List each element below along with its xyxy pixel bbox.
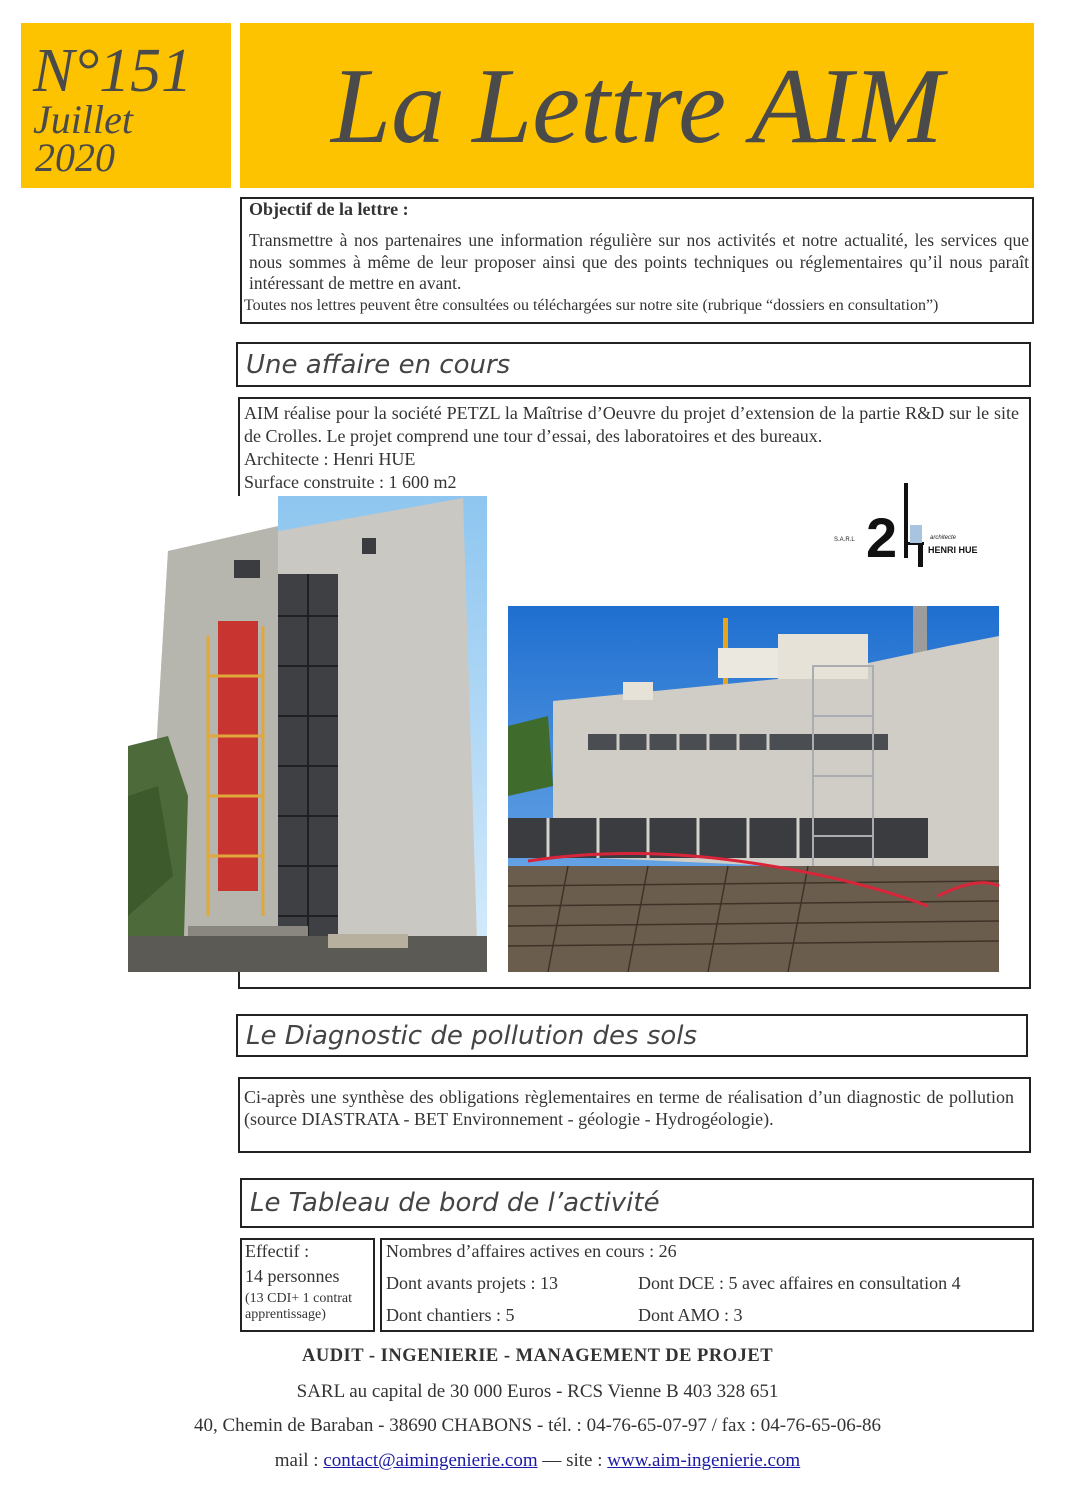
stat-amo: Dont AMO : 3 [638,1305,743,1325]
objective-note: Toutes nos lettres peuvent être consultées ou téléchargées sur notre site (rubrique “dossiers en consultation”) [244,297,939,314]
logo-left-text: S.A.R.L [834,537,855,543]
affaire-text: AIM réalise pour la société PETZL la Maîtrise d’Oeuvre du projet d’extension de la partie R&D sur le site de Crolles. Le projet comprend une tour d’essai, des laboratoires et des bureaux. [244,403,1019,446]
section-heading-diagnostic [236,1014,1028,1057]
section-heading-affaire-label: Une affaire en cours [246,349,511,380]
staff-label: Effectif : [245,1241,310,1261]
footer-site-label: — site : [537,1450,608,1471]
issue-number: N°151 [33,37,193,105]
footer-contact [0,1450,1075,1472]
stat-chantiers: Dont chantiers : 5 [386,1305,515,1325]
objective-text: Transmettre à nos partenaires une information régulière sur nos activités et notre actualité, les services que nous sommes à même de leur proposer ainsi que des points techniques ou réglementaires qu’il nous paraît intéressant de mettre en avant. [249,230,1029,293]
logo-right-text: architecte [930,535,957,541]
architect-logo [830,480,978,570]
affaire-architect: Architecte : Henri HUE [244,449,416,469]
staff-count: 14 personnes [245,1266,340,1286]
footer-mail-link[interactable]: contact@aimingenierie.com [323,1450,538,1471]
section-heading-tableau-label: Le Tableau de bord de l’activité [250,1188,660,1218]
stat-active-projects: Nombres d’affaires actives en cours : 26 [386,1241,677,1261]
construction-building-photo [508,606,999,972]
stat-dce: Dont DCE : 5 avec affaires en consultation 4 [638,1273,961,1293]
footer-company: SARL au capital de 30 000 Euros - RCS Vienne B 403 328 651 [296,1381,779,1402]
section-heading-affaire [236,342,1031,387]
section-heading-diagnostic-label: Le Diagnostic de pollution des sols [246,1020,698,1051]
footer-site-link[interactable]: www.aim-ingenierie.com [607,1450,801,1471]
issue-month: Juillet [33,97,133,142]
issue-year: 2020 [35,135,115,180]
footer-mail-label: mail : [274,1450,324,1471]
masthead-title: La Lettre AIM [331,47,943,166]
diagnostic-text: Ci-après une synthèse des obligations règlementaires en terme de réalisation d’un diagnostic de pollution (source DIASTRATA - BET Environnement - géologie - Hydrogéologie). [244,1087,1014,1129]
section-heading-tableau [240,1178,1034,1228]
affaire-surface: Surface construite : 1 600 m2 [244,472,457,492]
footer-tagline: AUDIT - INGENIERIE - MANAGEMENT DE PROJET [301,1346,774,1366]
staff-detail: (13 CDI+ 1 contrat apprentissage) [245,1291,353,1322]
logo-number: 2 [866,506,898,569]
logo-name: HENRI HUE [928,545,978,555]
objective-heading: Objectif de la lettre : [249,199,409,219]
stat-avant-projets: Dont avants projets : 13 [386,1273,558,1293]
construction-tower-photo [128,496,487,972]
footer-address: 40, Chemin de Baraban - 38690 CHABONS - tél. : 04-76-65-07-97 / fax : 04-76-65-06-86 [193,1415,882,1436]
